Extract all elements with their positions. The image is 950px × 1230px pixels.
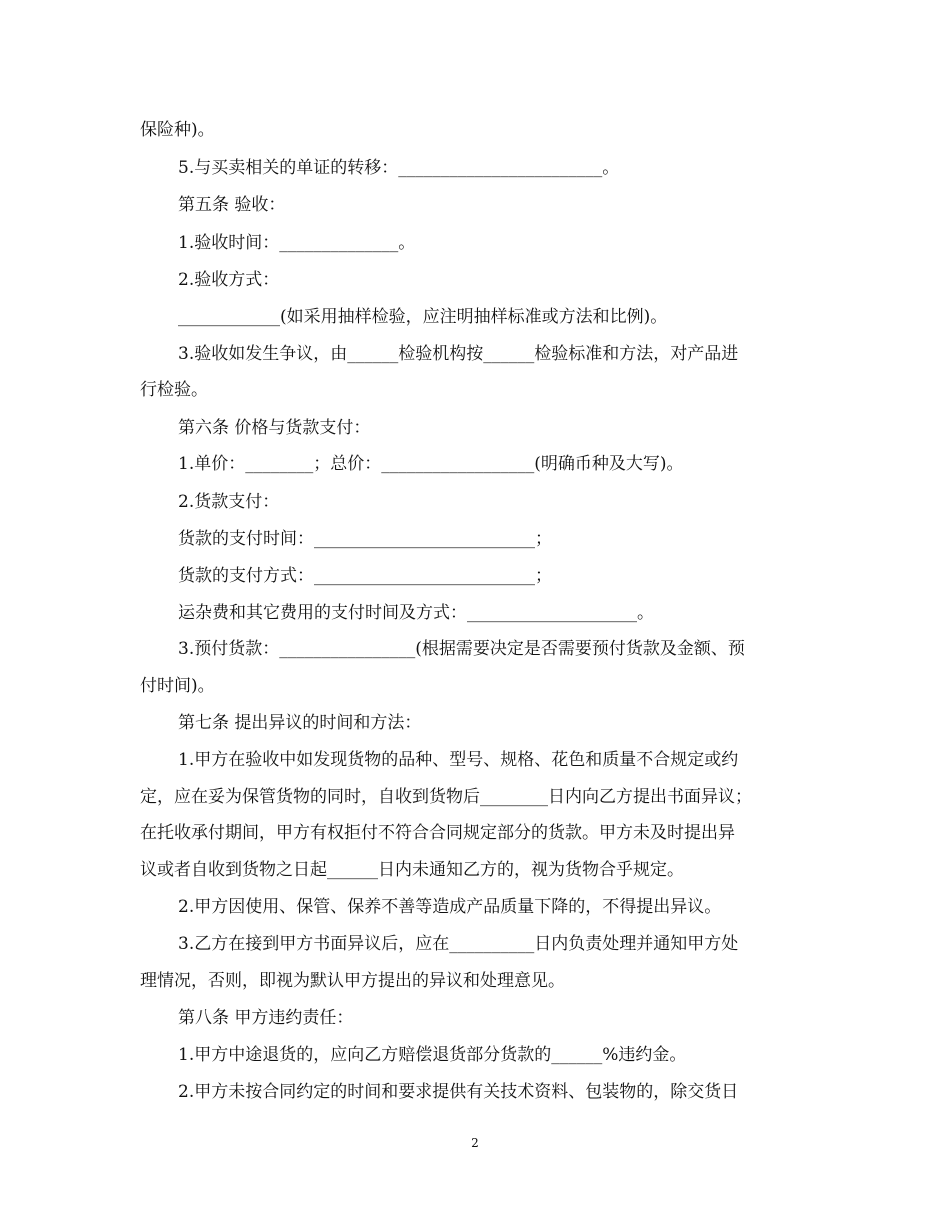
text-line: 1.单价：________；总价：__________________(明确币种及大写)。 [178,454,684,474]
text-line: 3.预付货款：________________(根据需要决定是否需要预付货款及金额、预 [178,639,745,659]
text-line: 2.甲方因使用、保管、保养不善等造成产品质量下降的，不得提出异议。 [178,897,722,917]
text-line: 行检验。 [140,380,208,400]
text-line: 3.验收如发生争议，由______检验机构按______检验标准和方法，对产品进 [178,344,739,364]
text-line: 1.甲方在验收中如发现货物的品种、型号、规格、花色和质量不合规定或约 [178,750,739,770]
section-heading: 第六条 价格与货款支付： [178,418,371,438]
section-heading: 第八条 甲方违约责任： [178,1008,354,1028]
text-line: 2.货款支付： [178,492,280,512]
text-line: 5.与买卖相关的单证的转移：________________________。 [178,158,620,178]
text-line: ____________(如采用抽样检验，应注明抽样标准或方法和比例)。 [178,307,668,327]
text-line: 在托收承付期间，甲方有权拒付不符合合同规定部分的货款。甲方未及时提出异 [140,823,735,843]
section-heading: 第七条 提出异议的时间和方法： [178,713,422,733]
text-line: 运杂费和其它费用的支付时间及方式：____________________。 [178,603,654,623]
text-line: 保险种)。 [140,120,215,140]
text-line: 1.验收时间：______________。 [178,233,416,253]
text-line: 3.乙方在接到甲方书面异议后，应在__________日内负责处理并通知甲方处 [178,934,739,954]
text-line: 2.验收方式： [178,270,280,290]
text-line: 货款的支付时间：__________________________； [178,529,552,549]
text-line: 2.甲方未按合同约定的时间和要求提供有关技术资料、包装物的，除交货日 [178,1082,739,1102]
text-line: 定，应在妥为保管货物的同时，自收到货物后________日内向乙方提出书面异议； [140,787,752,807]
page-number: 2 [471,1136,479,1150]
text-line: 议或者自收到货物之日起______日内未通知乙方的，视为货物合乎规定。 [140,860,684,880]
text-line: 1.甲方中途退货的，应向乙方赔偿退货部分货款的______%违约金。 [178,1045,687,1065]
text-line: 理情况，否则，即视为默认甲方提出的异议和处理意见。 [140,971,565,991]
text-line: 付时间)。 [140,676,215,696]
text-line: 货款的支付方式：__________________________； [178,566,552,586]
section-heading: 第五条 验收： [178,195,286,215]
